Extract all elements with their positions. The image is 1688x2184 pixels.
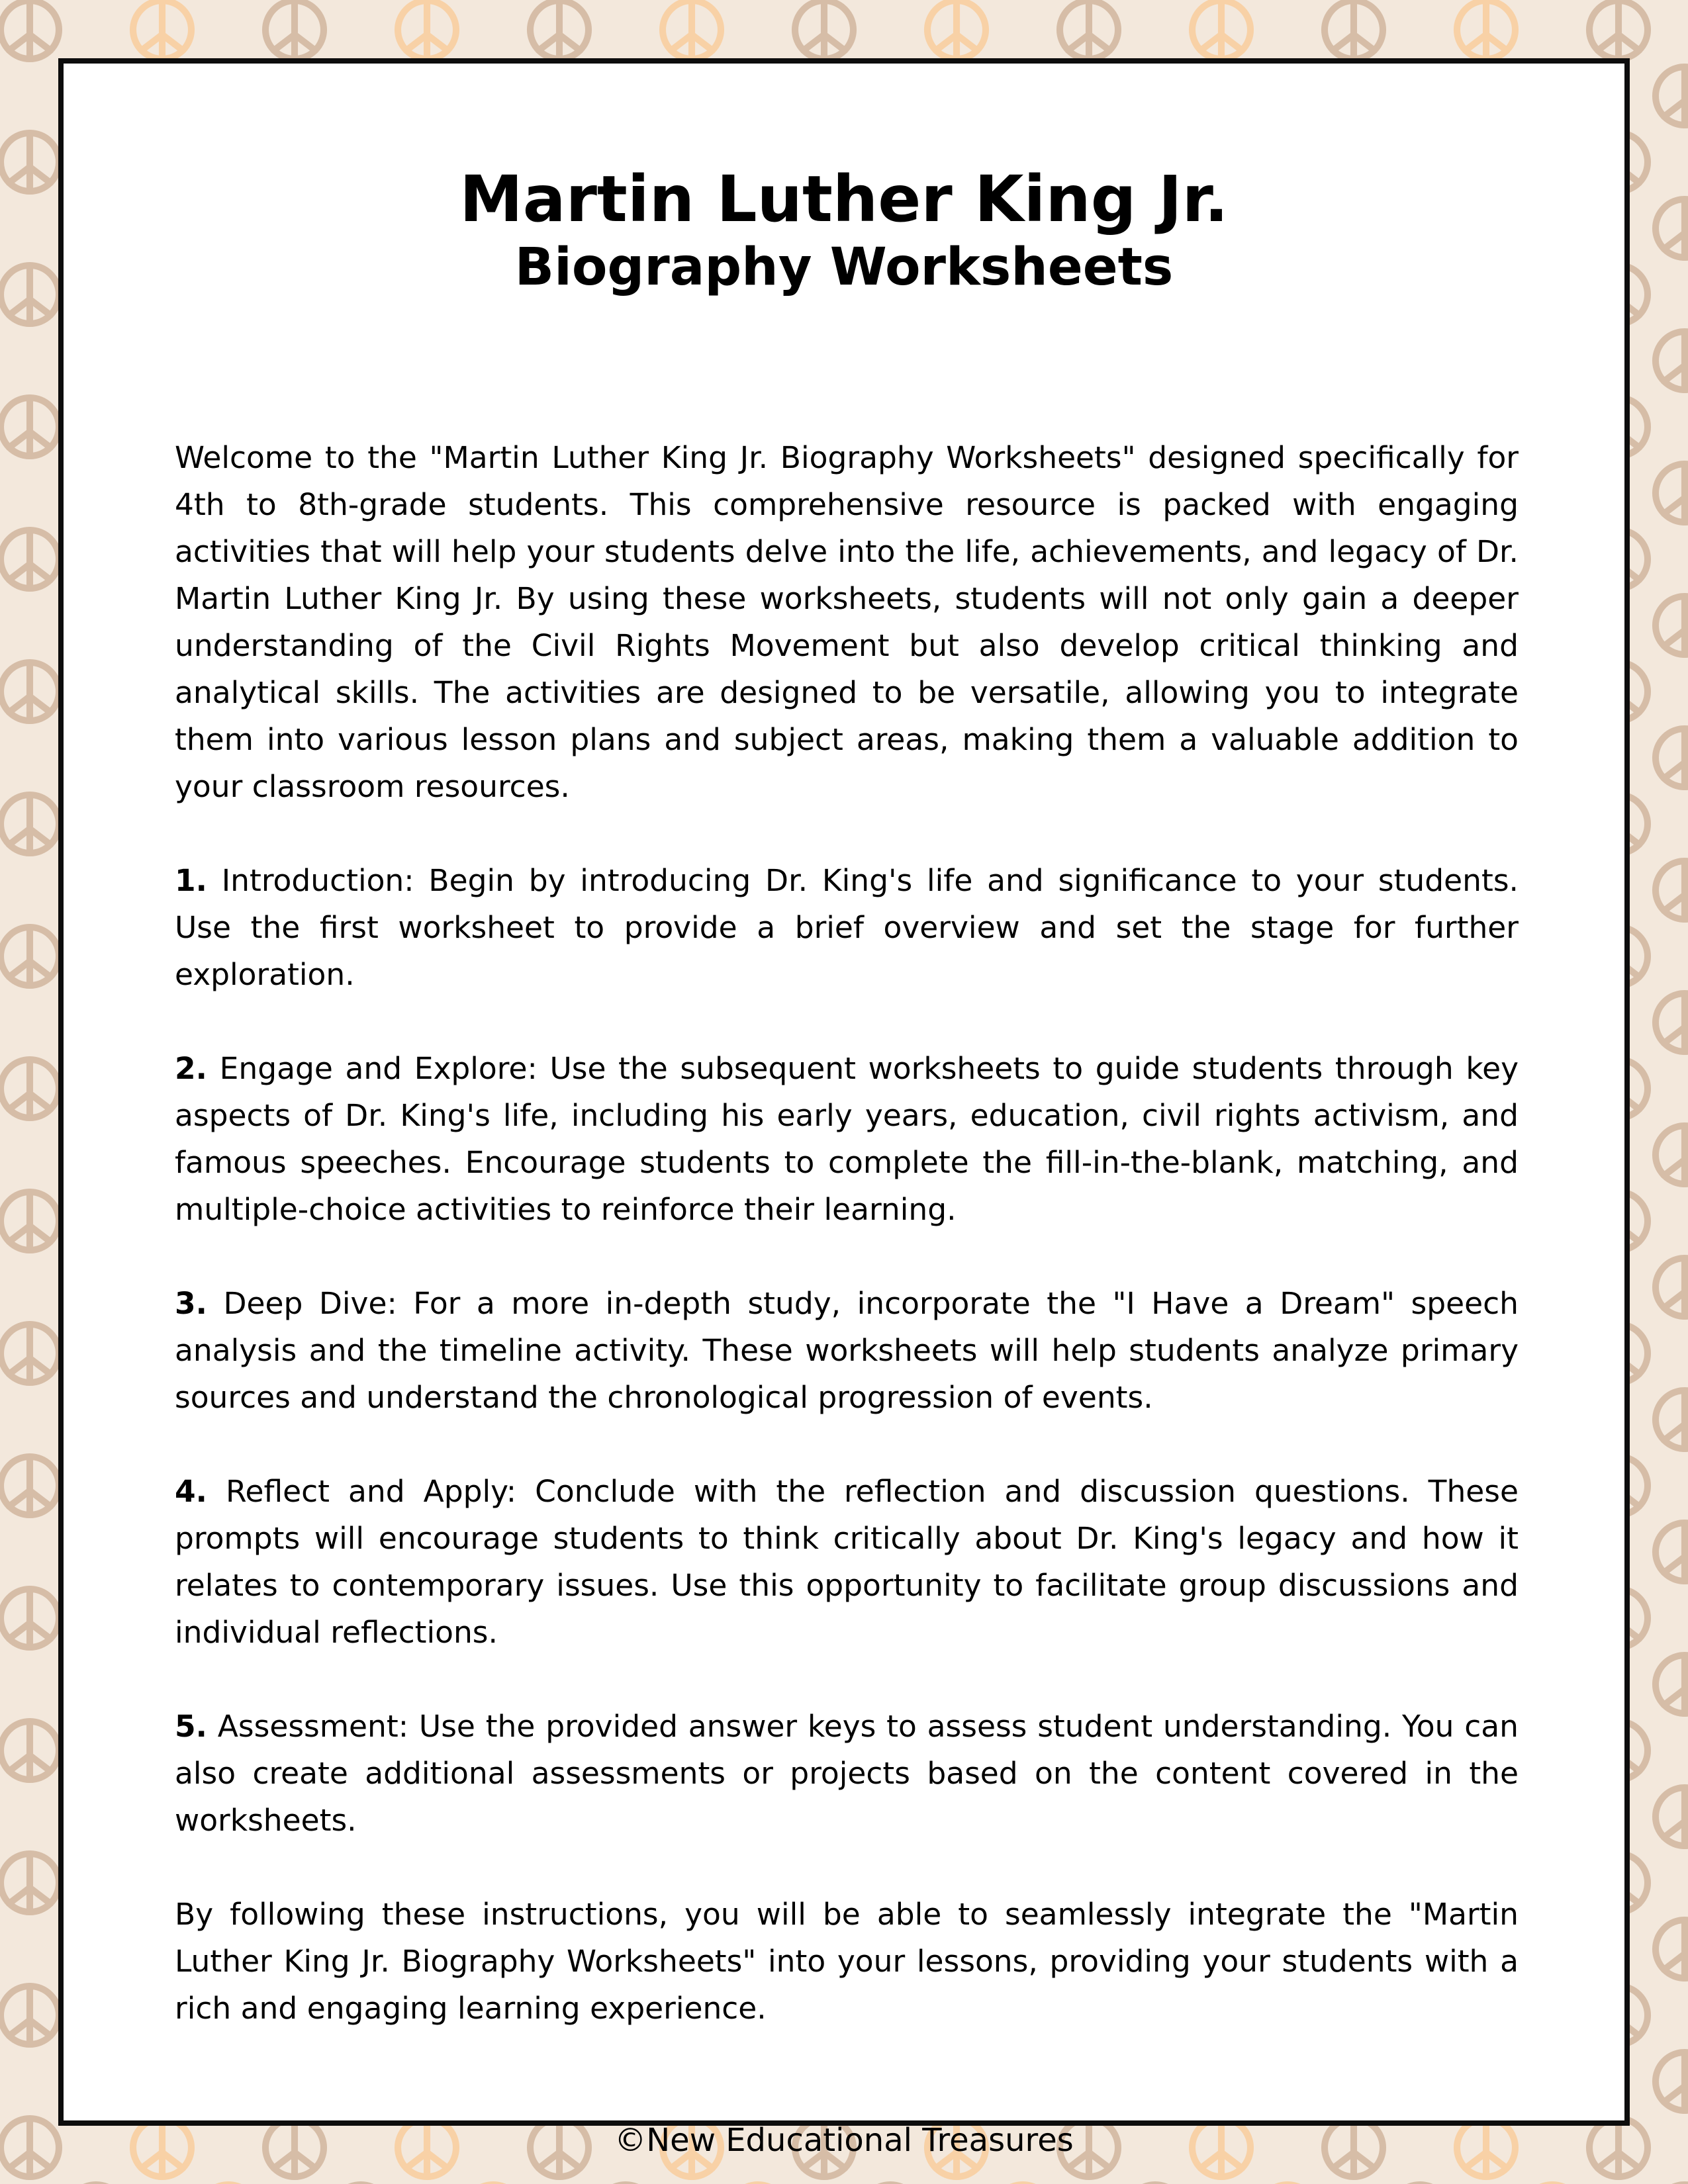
step-3-number: 3. <box>175 1286 207 1321</box>
step-5-number: 5. <box>175 1709 207 1744</box>
page-title: Martin Luther King Jr. <box>459 162 1229 236</box>
worksheet-panel <box>58 58 1630 2159</box>
step-4-number: 4. <box>175 1474 207 1509</box>
step-5-paragraph <box>175 1703 1519 1844</box>
step-4-text: Reflect and Apply: Conclude with the reflection and discussion questions. These prompts will encourage students to think critically about Dr. King's legacy and how it relates to contemporary issues. Use this opportunity to facilitate group discussions and individual reflections. <box>175 1474 1519 1650</box>
step-1-number: 1. <box>175 863 207 898</box>
intro-paragraph: Welcome to the "Martin Luther King Jr. Biography Worksheets" designed specifically for 4th to 8th-grade students. This comprehensive resource is packed with engaging activities that will help your students delve into the life, achievements, and legacy of Dr. Martin Luther King Jr. By using these worksheets, students will not only gain a deeper understanding of the Civil Rights Movement but also develop critical thinking and analytical skills. The activities are designed to be versatile, allowing you to integrate them into various lesson plans and subject areas, making them a valuable addition to your classroom resources. <box>175 440 1519 804</box>
step-2-number: 2. <box>175 1051 207 1086</box>
step-1-text: Introduction: Begin by introducing Dr. King's life and significance to your students. Use the first worksheet to provide a brief overview and set the stage for further exploration. <box>175 863 1519 992</box>
step-5-text: Assessment: Use the provided answer keys to assess student understanding. You can also create additional assessments or projects based on the content covered in the worksheets. <box>175 1709 1519 1838</box>
instructions-body <box>175 434 1519 2079</box>
step-2-text: Engage and Explore: Use the subsequent worksheets to guide students through key aspects of Dr. King's life, including his early years, education, civil rights activism, and famous speeches. Encourage students to complete the fill-in-the-blank, matching, and multiple-choice activities to reinforce their learning. <box>175 1051 1519 1227</box>
closing-paragraph: By following these instructions, you will be able to seamlessly integrate the "Martin Luther King Jr. Biography Worksheets" into your lessons, providing your students with a rich and engaging learning experience. <box>175 1897 1519 2026</box>
step-3-text: Deep Dive: For a more in-depth study, incorporate the "I Have a Dream" speech analysis and the timeline activity. These worksheets will help students analyze primary sources and understand the chronological progression of events. <box>175 1286 1519 1415</box>
step-1-paragraph <box>175 857 1519 998</box>
step-4-paragraph <box>175 1468 1519 1656</box>
step-2-paragraph <box>175 1045 1519 1233</box>
copyright-footer: ©New Educational Treasures <box>614 2122 1074 2159</box>
step-3-paragraph <box>175 1280 1519 1421</box>
page-subtitle: Biography Worksheets <box>514 238 1174 297</box>
